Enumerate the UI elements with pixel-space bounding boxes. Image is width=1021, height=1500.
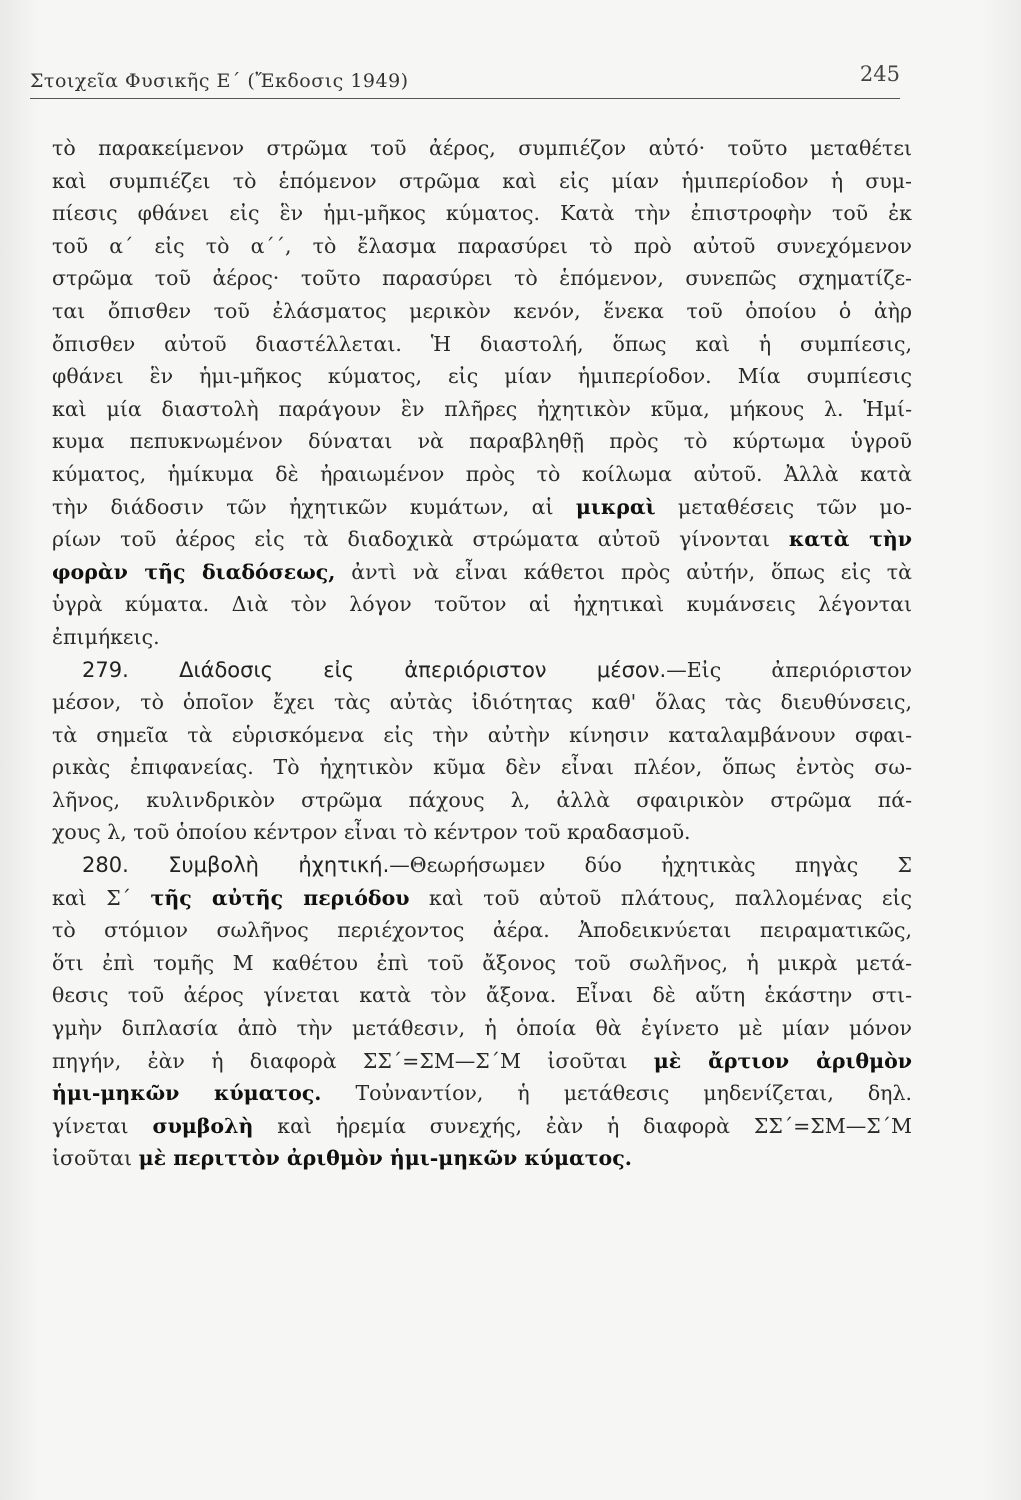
text-line: μέσον, τὸ ὁποῖον ἔχει τὰς αὐτὰς ἰδιότητας καθ' ὅλας τὰς διευθύνσεις,: [52, 690, 912, 715]
page-number: 245: [859, 62, 900, 86]
bold-phrase: κατὰ τὴν: [788, 527, 912, 552]
text-line: στρῶμα τοῦ ἀέρος· τοῦτο παρασύρει τὸ ἑπόμενον, συνεπῶς σχηματίζε-: [52, 266, 912, 291]
text-line: ται ὄπισθεν τοῦ ἐλάσματος μερικὸν κενόν, ἕνεκα τοῦ ὁποίου ὁ ἀὴρ: [52, 298, 912, 323]
bold-phrase: φορὰν τῆς διαδόσεως,: [52, 559, 336, 584]
text-line: λῆνος, κυλινδρικὸν στρῶμα πάχους λ, ἀλλὰ σφαιρικὸν στρῶμα πά-: [52, 787, 912, 812]
text-run: γίνεται: [52, 1113, 129, 1138]
text-line: [52, 882, 912, 915]
text-line: [52, 556, 912, 589]
text-line: [52, 491, 912, 524]
bold-phrase: μὲ περιττὸν ἀριθμὸν ἡμι-μηκῶν κύματος.: [138, 1146, 632, 1171]
text-line: τοῦ α΄ εἰς τὸ α΄΄, τὸ ἔλασμα παρασύρει τὸ πρὸ αὐτοῦ συνεχόμενον: [52, 233, 912, 258]
text-line: τὰ σημεῖα τὰ εὑρισκόμενα εἰς τὴν αὐτὴν κίνησιν καταλαμβάνουν σφαι-: [52, 722, 912, 747]
text-run: —Θεωρήσωμεν δύο ἠχητικὰς πηγὰς Σ: [389, 853, 912, 878]
text-run: ἀντὶ νὰ εἶναι κάθετοι πρὸς αὐτήν, ὅπως εἰς τὰ: [351, 559, 912, 584]
text-line: φθάνει ἓν ἡμι-μῆκος κύματος, εἰς μίαν ἡμιπερίοδον. Μία συμπίεσις: [52, 364, 912, 389]
text-run: πηγήν, ἐὰν ἡ διαφορὰ ΣΣ΄=ΣΜ—Σ΄Μ ἰσοῦται: [52, 1048, 628, 1073]
page-body: [52, 132, 912, 1175]
text-line: ὄπισθεν αὐτοῦ διαστέλλεται. Ἡ διαστολή, ὅπως καὶ ἡ συμπίεσις,: [52, 331, 912, 356]
text-line: θεσις τοῦ ἀέρος γίνεται κατὰ τὸν ἄξονα. Εἶναι δὲ αὕτη ἑκάστην στι-: [52, 983, 912, 1008]
text-run: ἰσοῦται: [52, 1146, 133, 1171]
text-line: [52, 1142, 912, 1175]
text-line: καὶ συμπιέζει τὸ ἑπόμενον στρῶμα καὶ εἰς μίαν ἡμιπερίοδον ἡ συμ-: [52, 168, 912, 193]
text-run: Τοὐναντίον, ἡ μετάθεσις μηδενίζεται, δηλ.: [355, 1081, 912, 1106]
text-run: τὴν διάδοσιν τῶν ἠχητικῶν κυμάτων, αἱ: [52, 494, 554, 519]
section-279-line: [52, 654, 912, 687]
text-line: ἐπιμήκεις.: [52, 624, 160, 649]
bold-phrase: ἡμι-μηκῶν κύματος.: [52, 1081, 322, 1106]
page-header: [30, 62, 900, 108]
section-heading-280: 280. Συμβολὴ ἠχητική.: [82, 853, 390, 878]
text-line: κυμα πεπυκνωμένον δύναται νὰ παραβληθῇ πρὸς τὸ κύρτωμα ὑγροῦ: [52, 429, 912, 454]
text-line: ρικὰς ἐπιφανείας. Τὸ ἠχητικὸν κῦμα δὲν εἶναι πλέον, ὅπως ἐντὸς σω-: [52, 755, 912, 780]
text-line: [52, 523, 912, 556]
text-line: [52, 1077, 912, 1110]
text-line: χους λ, τοῦ ὁποίου κέντρον εἶναι τὸ κέντρον τοῦ κραδασμοῦ.: [52, 820, 691, 845]
text-run: ρίων τοῦ ἀέρος εἰς τὰ διαδοχικὰ στρώματα αὐτοῦ γίνονται: [52, 527, 770, 552]
header-rule: [30, 98, 900, 99]
bold-phrase: μὲ ἄρτιον ἀριθμὸν: [653, 1048, 912, 1073]
text-line: καὶ μία διαστολὴ παράγουν ἓν πλῆρες ἠχητικὸν κῦμα, μήκους λ. Ἡμί-: [52, 396, 912, 421]
text-line: ὅτι ἐπὶ τομῆς Μ καθέτου ἐπὶ τοῦ ἄξονος τοῦ σωλῆνος, ἡ μικρὰ μετά-: [52, 950, 912, 975]
text-line: [52, 1110, 912, 1143]
section-heading-279: 279. Διάδοσις εἰς ἀπεριόριστον μέσον.: [82, 657, 667, 682]
bold-phrase: τῆς αὐτῆς περιόδου: [150, 885, 410, 910]
section-280-line: [52, 849, 912, 882]
text-line: ὑγρὰ κύματα. Διὰ τὸν λόγον τοῦτον αἱ ἠχητικαὶ κυμάνσεις λέγονται: [52, 592, 912, 617]
text-run: —Εἰς ἀπεριόριστον: [666, 657, 912, 682]
text-run: καὶ τοῦ αὐτοῦ πλάτους, παλλομένας εἰς: [429, 885, 912, 910]
text-run: μεταθέσεις τῶν μο-: [677, 494, 912, 519]
bold-phrase: μικραὶ: [575, 494, 656, 519]
text-line: κύματος, ἡμίκυμα δὲ ἠραιωμένον πρὸς τὸ κοίλωμα αὐτοῦ. Ἀλλὰ κατὰ: [52, 461, 912, 486]
text-line: τὸ παρακείμενον στρῶμα τοῦ ἀέρος, συμπιέζον αὐτό· τοῦτο μεταθέτει: [52, 136, 912, 160]
text-run: καὶ Σ΄: [52, 885, 131, 910]
text-line: τὸ στόμιον σωλῆνος περιέχοντος ἀέρα. Ἀποδεικνύεται πειραματικῶς,: [52, 918, 912, 943]
text-run: καὶ ἠρεμία συνεχής, ἐὰν ἡ διαφορὰ ΣΣ΄=ΣΜ—Σ΄Μ: [277, 1113, 912, 1138]
text-line: γμὴν διπλασία ἀπὸ τὴν μετάθεσιν, ἡ ὁποία θὰ ἐγίνετο μὲ μίαν μόνον: [52, 1016, 912, 1041]
text-line: πίεσις φθάνει εἰς ἓν ἡμι-μῆκος κύματος. Κατὰ τὴν ἐπιστροφὴν τοῦ ἐκ: [52, 201, 912, 226]
bold-phrase: συμβολὴ: [152, 1113, 254, 1138]
running-head: Στοιχεῖα Φυσικῆς Ε΄ (Ἔκδοσις 1949): [30, 70, 409, 92]
text-line: [52, 1045, 912, 1078]
